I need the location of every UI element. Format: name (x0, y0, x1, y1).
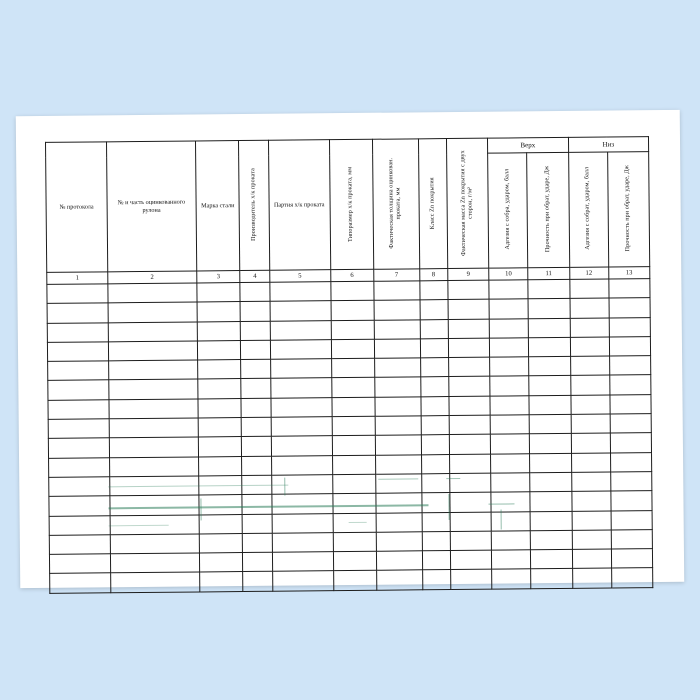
cell[interactable] (243, 552, 273, 572)
cell[interactable] (332, 455, 376, 475)
cell[interactable] (491, 511, 530, 531)
cell[interactable] (198, 437, 242, 457)
cell[interactable] (611, 510, 653, 530)
column-header-size: Типоразмер х/к проката, мм (329, 139, 374, 269)
cell[interactable] (47, 303, 108, 323)
cell[interactable] (242, 437, 272, 457)
cell[interactable] (110, 495, 199, 515)
cell[interactable] (610, 452, 652, 472)
cell[interactable] (49, 477, 110, 497)
cell[interactable] (450, 570, 491, 590)
group-header-top: Верх (488, 137, 569, 153)
cell[interactable] (530, 453, 571, 473)
column-header-steel-grade: Марка стали (195, 141, 240, 271)
column-header-roll: № и часть оцинкованного рулона (106, 141, 196, 272)
cell[interactable] (490, 338, 529, 358)
cell[interactable] (198, 398, 242, 418)
cell[interactable] (571, 472, 610, 492)
cell[interactable] (199, 495, 243, 515)
cell[interactable] (492, 569, 531, 589)
cell[interactable] (272, 552, 333, 572)
cell[interactable] (489, 280, 528, 300)
cell[interactable] (450, 492, 491, 512)
cell[interactable] (420, 377, 448, 397)
cell[interactable] (377, 570, 423, 590)
column-number: 12 (569, 267, 608, 279)
cell[interactable] (333, 571, 377, 591)
cell[interactable] (49, 535, 110, 555)
cell[interactable] (449, 435, 490, 455)
column-header-bottom-impact: Прочность при обрат, ударе, Дж (607, 152, 649, 267)
cell[interactable] (528, 318, 569, 338)
cell[interactable] (243, 533, 273, 553)
cell[interactable] (331, 358, 375, 378)
column-number: 1 (47, 272, 108, 285)
cell[interactable] (449, 396, 490, 416)
cell[interactable] (271, 417, 332, 437)
cell[interactable] (610, 472, 652, 492)
paper-sheet (16, 110, 685, 588)
cell[interactable] (572, 568, 611, 588)
cell[interactable] (270, 282, 331, 302)
cell[interactable] (199, 533, 243, 553)
cell[interactable] (375, 435, 421, 455)
cell[interactable] (199, 514, 243, 534)
cell[interactable] (374, 319, 420, 339)
column-header-top-impact: Прочность при обрат, ударе, Дж (527, 152, 569, 267)
cell[interactable] (374, 300, 420, 320)
cell[interactable] (110, 553, 199, 573)
cell[interactable] (241, 359, 271, 379)
cell[interactable] (422, 551, 450, 571)
cell[interactable] (375, 454, 421, 474)
cell[interactable] (491, 492, 530, 512)
cell[interactable] (609, 298, 651, 318)
cell[interactable] (449, 454, 490, 474)
cell[interactable] (242, 514, 272, 534)
cell[interactable] (332, 416, 376, 436)
cell[interactable] (530, 511, 571, 531)
cell[interactable] (332, 494, 376, 514)
column-header-protocol: № протокола (46, 142, 108, 273)
cell[interactable] (611, 529, 653, 549)
cell[interactable] (270, 301, 331, 321)
cell[interactable] (419, 281, 447, 301)
cell[interactable] (529, 376, 570, 396)
cell[interactable] (609, 337, 651, 357)
cell[interactable] (572, 511, 611, 531)
cell[interactable] (49, 515, 110, 535)
cell[interactable] (50, 573, 111, 593)
cell[interactable] (450, 512, 491, 532)
cell[interactable] (421, 454, 449, 474)
cell[interactable] (241, 321, 271, 341)
cell[interactable] (375, 358, 421, 378)
cell[interactable] (376, 493, 422, 513)
cell[interactable] (570, 298, 609, 318)
cell[interactable] (242, 417, 272, 437)
cell[interactable] (241, 379, 271, 399)
cell[interactable] (197, 321, 241, 341)
column-header-bottom-adhesion: Адгезия с собрат, ударом, балл (568, 152, 608, 267)
cell[interactable] (610, 433, 652, 453)
cell[interactable] (569, 279, 608, 299)
column-header-thickness: Фактическая толщина оцинкован. проката, мм (372, 139, 419, 269)
cell[interactable] (240, 282, 270, 302)
cell[interactable] (529, 357, 570, 377)
column-number: 11 (528, 267, 569, 279)
cell[interactable] (421, 493, 449, 513)
cell[interactable] (531, 550, 572, 570)
cell[interactable] (448, 357, 489, 377)
cell[interactable] (375, 416, 421, 436)
cell[interactable] (110, 534, 199, 554)
cell[interactable] (571, 491, 610, 511)
column-header-top-adhesion: Адгезия с собра, ударом, балл (488, 153, 528, 268)
cell[interactable] (610, 414, 652, 434)
cell[interactable] (421, 474, 449, 494)
cell[interactable] (610, 491, 652, 511)
column-number: 2 (108, 271, 197, 284)
cell[interactable] (271, 397, 332, 417)
cell[interactable] (376, 532, 422, 552)
cell[interactable] (108, 341, 197, 361)
cell[interactable] (422, 570, 450, 590)
column-number: 8 (419, 269, 447, 281)
cell[interactable] (48, 361, 109, 381)
cell[interactable] (47, 342, 108, 362)
cell[interactable] (571, 414, 610, 434)
cell[interactable] (531, 569, 572, 589)
cell[interactable] (332, 474, 376, 494)
column-number: 10 (489, 268, 528, 280)
cell[interactable] (571, 433, 610, 453)
cell[interactable] (270, 320, 331, 340)
cell[interactable] (609, 356, 651, 376)
cell[interactable] (570, 356, 609, 376)
cell[interactable] (270, 378, 331, 398)
cell[interactable] (529, 337, 570, 357)
column-header-zn-class: Класс Zn покрытия (418, 139, 447, 269)
cell[interactable] (530, 434, 571, 454)
cell[interactable] (450, 531, 491, 551)
cell[interactable] (331, 339, 375, 359)
cell[interactable] (331, 320, 375, 340)
cell[interactable] (448, 299, 489, 319)
cell[interactable] (48, 419, 109, 439)
cell[interactable] (374, 281, 420, 301)
cell[interactable] (197, 283, 241, 303)
cell[interactable] (490, 434, 529, 454)
cell[interactable] (242, 475, 272, 495)
cell[interactable] (110, 515, 199, 535)
cell[interactable] (529, 395, 570, 415)
cell[interactable] (530, 472, 571, 492)
cell[interactable] (198, 360, 242, 380)
cell[interactable] (330, 281, 374, 301)
cell[interactable] (48, 380, 109, 400)
cell[interactable] (197, 340, 241, 360)
cell[interactable] (572, 549, 611, 569)
cell[interactable] (529, 414, 570, 434)
cell[interactable] (270, 340, 331, 360)
cell[interactable] (422, 512, 450, 532)
cell[interactable] (490, 357, 529, 377)
cell[interactable] (420, 338, 448, 358)
cell[interactable] (571, 453, 610, 473)
column-number: 4 (240, 270, 269, 282)
cell[interactable] (489, 318, 528, 338)
cell[interactable] (333, 551, 377, 571)
cell[interactable] (333, 513, 377, 533)
cell[interactable] (375, 397, 421, 417)
cell[interactable] (530, 492, 571, 512)
cell[interactable] (110, 572, 199, 592)
cell[interactable] (109, 457, 198, 477)
cell[interactable] (570, 318, 609, 338)
cell[interactable] (609, 375, 651, 395)
cell[interactable] (243, 572, 273, 592)
cell[interactable] (49, 496, 110, 516)
cell[interactable] (420, 300, 448, 320)
cell[interactable] (570, 375, 609, 395)
cell[interactable] (421, 435, 449, 455)
cell[interactable] (271, 455, 332, 475)
cell[interactable] (109, 418, 198, 438)
cell[interactable] (198, 456, 242, 476)
cell[interactable] (48, 438, 109, 458)
cell[interactable] (489, 299, 528, 319)
cell[interactable] (376, 474, 422, 494)
cell[interactable] (240, 302, 270, 322)
cell[interactable] (528, 299, 569, 319)
cell[interactable] (272, 533, 333, 553)
cell[interactable] (272, 513, 333, 533)
cell[interactable] (331, 397, 375, 417)
cell[interactable] (108, 360, 197, 380)
cell[interactable] (608, 279, 650, 299)
cell[interactable] (570, 337, 609, 357)
cell[interactable] (611, 568, 653, 588)
cell[interactable] (448, 338, 489, 358)
column-header-batch: Партия х/к проката (268, 140, 330, 271)
cell[interactable] (449, 415, 490, 435)
cell[interactable] (333, 532, 377, 552)
cell[interactable] (331, 301, 375, 321)
column-number: 6 (330, 269, 374, 281)
cell[interactable] (331, 378, 375, 398)
group-header-bottom: Низ (568, 137, 649, 153)
cell[interactable] (200, 572, 244, 592)
column-number: 5 (269, 270, 330, 283)
cell[interactable] (450, 473, 491, 493)
cell[interactable] (199, 553, 243, 573)
cell[interactable] (108, 322, 197, 342)
cell[interactable] (198, 418, 242, 438)
cell[interactable] (198, 379, 242, 399)
cell[interactable] (450, 550, 491, 570)
cell[interactable] (490, 376, 529, 396)
cell[interactable] (422, 531, 450, 551)
cell[interactable] (272, 571, 333, 591)
cell[interactable] (109, 399, 198, 419)
cell[interactable] (491, 453, 530, 473)
cell[interactable] (449, 377, 490, 397)
cell[interactable] (421, 396, 449, 416)
cell[interactable] (572, 530, 611, 550)
cell[interactable] (270, 359, 331, 379)
cell[interactable] (420, 319, 448, 339)
cell[interactable] (241, 398, 271, 418)
cell[interactable] (374, 339, 420, 359)
cell[interactable] (375, 377, 421, 397)
cell[interactable] (376, 512, 422, 532)
cell[interactable] (376, 551, 422, 571)
cell[interactable] (490, 415, 529, 435)
column-number: 9 (448, 268, 489, 280)
cell[interactable] (491, 531, 530, 551)
column-header-zn-mass: Фактическая масса Zn покрытия с двух сторон, г/м² (446, 138, 489, 268)
cell[interactable] (609, 317, 651, 337)
cell[interactable] (570, 395, 609, 415)
column-number: 7 (374, 269, 420, 281)
cell[interactable] (420, 358, 448, 378)
cell[interactable] (448, 319, 489, 339)
cell[interactable] (108, 302, 197, 322)
cell[interactable] (48, 400, 109, 420)
cell[interactable] (108, 283, 197, 303)
cell[interactable] (109, 437, 198, 457)
column-header-manufacturer: Производитель х/к проката (239, 140, 270, 270)
cell[interactable] (492, 550, 531, 570)
cell[interactable] (199, 476, 243, 496)
cell[interactable] (490, 396, 529, 416)
cell[interactable] (530, 530, 571, 550)
column-number: 13 (608, 267, 650, 279)
cell[interactable] (49, 554, 110, 574)
cell[interactable] (448, 280, 489, 300)
cell[interactable] (241, 340, 271, 360)
cell[interactable] (272, 494, 333, 514)
cell[interactable] (242, 456, 272, 476)
cell[interactable] (49, 457, 110, 477)
cell[interactable] (528, 279, 569, 299)
cell[interactable] (421, 416, 449, 436)
column-number: 3 (197, 271, 241, 283)
cell[interactable] (242, 495, 272, 515)
cell[interactable] (491, 473, 530, 493)
cell[interactable] (47, 322, 108, 342)
cell[interactable] (109, 379, 198, 399)
cell[interactable] (332, 436, 376, 456)
cell[interactable] (110, 476, 199, 496)
cell[interactable] (271, 475, 332, 495)
form-area (45, 136, 653, 560)
cell[interactable] (611, 549, 653, 569)
cell[interactable] (271, 436, 332, 456)
cell[interactable] (197, 302, 241, 322)
cell[interactable] (610, 394, 652, 414)
journal-table (45, 136, 653, 594)
cell[interactable] (47, 284, 108, 304)
